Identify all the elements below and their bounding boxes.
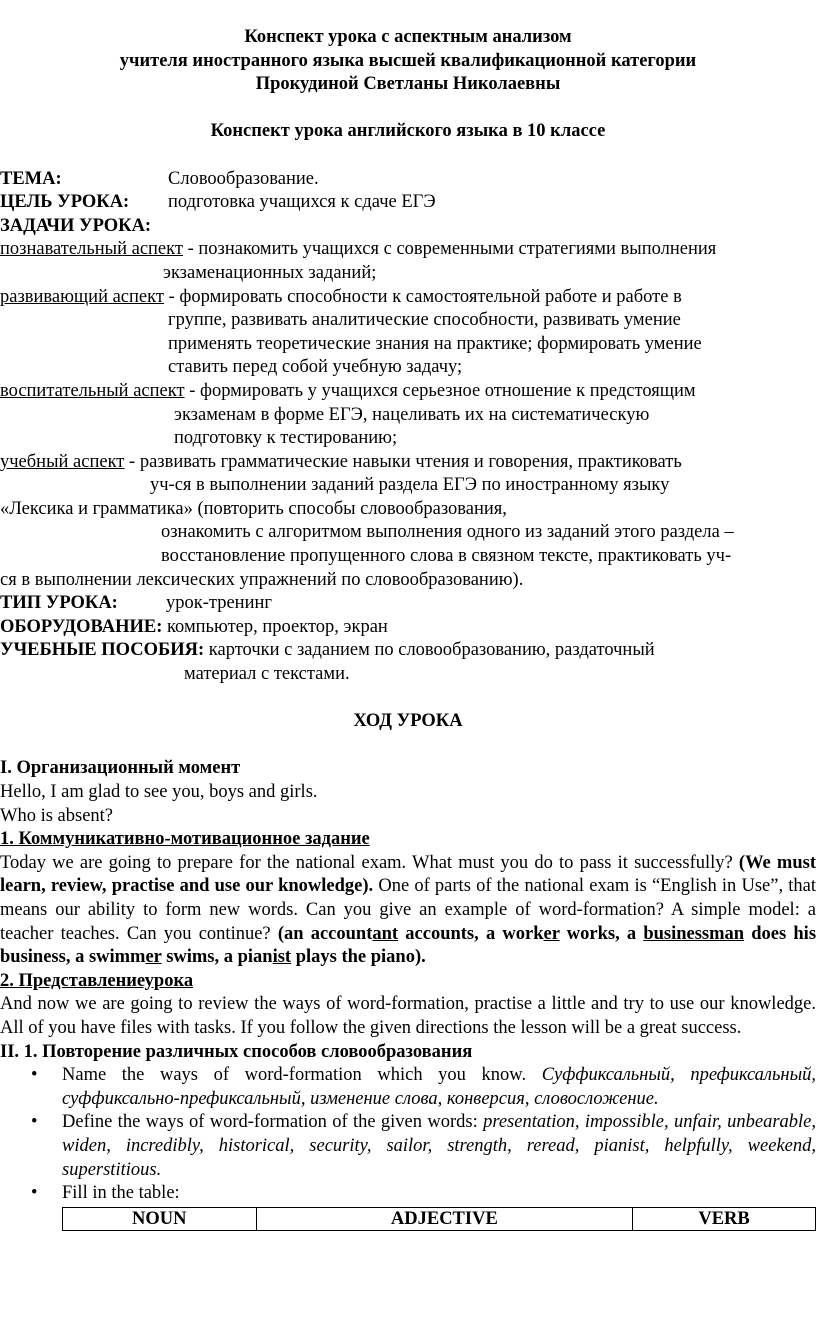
section-org-title: I. Организационный момент (0, 758, 241, 779)
ex-10: swims, a pian (161, 947, 273, 968)
educational-aspect (0, 380, 816, 404)
task-2-text: Define the ways of word-formation of the given words: (62, 1112, 484, 1133)
developing-aspect-label: развивающий аспект (0, 286, 164, 307)
educational-aspect-text: - формировать у учащихся серьезное отношение к предстоящим (184, 380, 696, 401)
word-table-header-row (63, 1207, 816, 1230)
ex-suffix-er-2: er (145, 947, 162, 968)
document-page (0, 26, 816, 1231)
developing-aspect-cont-2: применять теоретические знания на практике; формировать умение (168, 333, 702, 354)
study-aspect-cont-4: восстановление пропущенного слова в связном тексте, практиковать уч- (161, 546, 732, 567)
cognitive-aspect-cont: экзаменационных заданий; (163, 262, 377, 283)
task-2-words: presentation, impossible, unfair, unbearable, widen, incredibly, historical, security, sailor, strength, reread, pianist, helpfully, weekend, superstitious. (62, 1112, 816, 1180)
motivation-text-bold: (We must learn, review, practise and use our knowledge). (0, 852, 816, 897)
greeting-line: Hello, I am glad to see you, boys and girls. (0, 782, 318, 802)
ex-1: (an accoun (277, 923, 367, 944)
developing-aspect-cont-1: группе, развивать аналитические способности, развивать умение (168, 310, 681, 331)
task-1-answer: Суффиксальный, префиксальный, суффиксально-префиксальный, изменение слова, конверсия, словосложение. (62, 1065, 816, 1109)
task-item-1 (0, 1064, 816, 1111)
bullet-icon: • (31, 1183, 38, 1204)
study-aspect-cont-5: ся в выполнении лексических упражнений по словообразованию). (0, 569, 524, 590)
study-aspect-label: учебный аспект (0, 451, 125, 472)
ex-suffix-ist: ist (272, 947, 292, 968)
equipment-value: компьютер, проектор, экран (162, 616, 388, 637)
table-header-verb: VERB (633, 1207, 816, 1230)
header-line-3: Прокудиной Светланы Николаевны (255, 74, 561, 95)
tasks-label: ЗАДАЧИ УРОКА: (0, 215, 152, 236)
study-aspect-cont-1: уч-ся в выполнении заданий раздела ЕГЭ по иностранному языку (150, 475, 670, 496)
equipment-label: ОБОРУДОВАНИЕ: (0, 616, 163, 637)
educational-aspect-cont-1: экзаменам в форме ЕГЭ, нацеливать их на систематическую (174, 404, 650, 425)
course-title: ХОД УРОКА (353, 711, 463, 732)
textbooks-value: карточки с заданием по словообразованию, раздаточный (204, 640, 655, 661)
section-motivation-title: 1. Коммуникативно-мотивационное задание (0, 829, 370, 850)
textbooks-value-cont: материал с текстами. (184, 664, 350, 685)
ex-businessman: businessman (643, 923, 745, 944)
task-list (0, 1064, 816, 1206)
task-item-3 (0, 1182, 816, 1206)
lesson-title: Конспект урока английского языка в 10 классе (210, 121, 606, 142)
study-aspect-cont-3: ознакомить с алгоритмом выполнения одного из заданий этого раздела – (161, 522, 734, 543)
ex-12: plays the piano). (291, 947, 426, 968)
study-aspect (0, 451, 816, 475)
motivation-text-a: Today we are going to prepare for the national exam. What must you do to pass it successfully? (0, 852, 739, 873)
developing-aspect-text: - формировать способности к самостоятельной работе и работе в (163, 286, 682, 307)
textbooks-label: УЧЕБНЫЕ ПОСОБИЯ: (0, 640, 205, 661)
motivation-paragraph (0, 852, 816, 970)
ex-4: accounts, a work (398, 923, 544, 944)
goal-label: ЦЕЛЬ УРОКА: (0, 192, 130, 213)
ex-2: t (366, 923, 373, 944)
topic-row (0, 168, 816, 192)
goal-value: подготовка учащихся к сдаче ЕГЭ (168, 192, 436, 213)
section-review-title: II. 1. Повторение различных способов словообразования (0, 1041, 473, 1062)
developing-aspect-cont-3: ставить перед собой учебную задачу; (168, 357, 463, 378)
study-aspect-text: - развивать грамматические навыки чтения и говорения, практиковать (124, 451, 682, 472)
equipment-row (0, 616, 816, 640)
ex-suffix-er: er (543, 923, 560, 944)
header-line-1: Конспект урока с аспектным анализом (244, 27, 572, 47)
word-table (62, 1207, 816, 1231)
task-1-text: Name the ways of word-formation which you know. (62, 1065, 542, 1086)
topic-value: Словообразование. (168, 168, 319, 189)
task-item-2 (0, 1111, 816, 1182)
lesson-type-row (0, 592, 816, 616)
goal-row (0, 191, 816, 215)
developing-aspect (0, 286, 816, 310)
lesson-type-value: урок-тренинг (166, 593, 272, 614)
cognitive-aspect (0, 238, 816, 262)
ex-8: does his business, a swimm (0, 923, 816, 968)
educational-aspect-cont-2: подготовку к тестированию; (174, 428, 398, 449)
lesson-type-label: ТИП УРОКА: (0, 593, 118, 614)
task-3-text: Fill in the table: (62, 1183, 180, 1204)
study-aspect-cont-2: «Лексика и грамматика» (повторить способы словообразования, (0, 498, 507, 519)
header-line-2: учителя иностранного языка высшей квалификационной категории (119, 50, 697, 71)
presentation-paragraph: And now we are going to review the ways of word-formation, practise a little and try to use our knowledge. All of you have files with tasks. If you follow the given directions the lesson will be a great success. (0, 994, 816, 1038)
bullet-icon: • (31, 1112, 38, 1133)
bullet-icon: • (31, 1065, 38, 1086)
table-header-noun: NOUN (63, 1207, 257, 1230)
textbooks-row (0, 639, 816, 663)
ex-6: works, a (559, 923, 644, 944)
cognitive-aspect-text: - познакомить учащихся с современными стратегиями выполнения (182, 239, 717, 260)
section-presentation-title: 2. Представлениеурока (0, 970, 194, 991)
table-header-adjective: ADJECTIVE (256, 1207, 633, 1230)
educational-aspect-label: воспитательный аспект (0, 380, 185, 401)
motivation-text-c: One of parts of the national exam is “English in Use”, that means our ability to form new words. Can you give an example of word-formation? A simple model: a teacher teaches. Can you continue? (0, 876, 816, 944)
cognitive-aspect-label: познавательный аспект (0, 239, 183, 260)
ex-suffix-ant: ant (372, 923, 399, 944)
absent-line: Who is absent? (0, 805, 114, 826)
topic-label: ТЕМА: (0, 168, 62, 189)
